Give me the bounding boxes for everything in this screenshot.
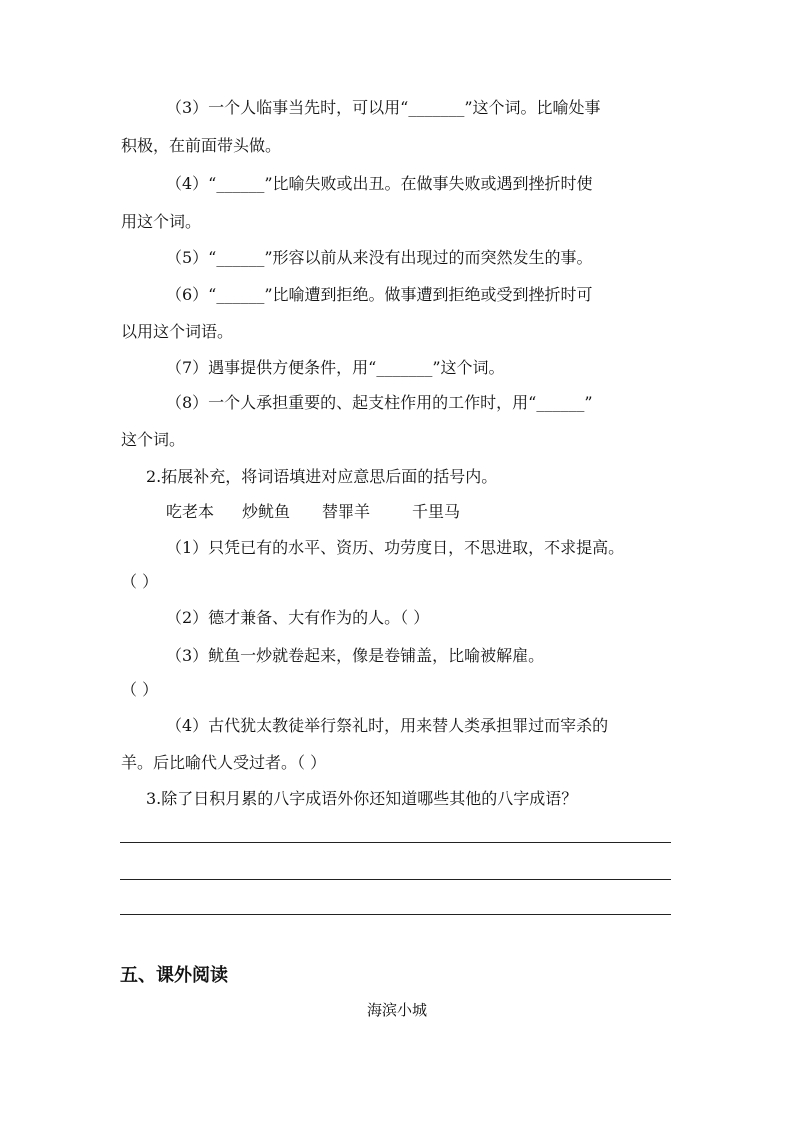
item-8-line-1: （8）一个人承担重要的、起支柱作用的工作时，用“______” (166, 393, 593, 412)
item-8-line-2: 这个词。 (121, 430, 186, 449)
sub-question-3-answer-blank[interactable]: （ ） (121, 680, 159, 699)
reading-title: 海滨小城 (366, 1001, 427, 1019)
question-3-prompt: 3.除了日积月累的八字成语外你还知道哪些其他的八字成语？ (146, 789, 578, 808)
item-6-line-1: （6）“______”比喻遭到拒绝。做事遭到拒绝或受到挫折时可 (166, 285, 593, 304)
sub-question-4-line-2: 羊。后比喻代人受过者。（ ） (121, 753, 327, 772)
sub-question-4-line-1: （4）古代犹太教徒举行祭礼时，用来替人类承担罪过而宰杀的 (166, 716, 609, 735)
sub-question-1-answer-blank[interactable]: （ ） (121, 572, 159, 591)
question-2-prompt: 2.拓展补充，将词语填进对应意思后面的括号内。 (146, 467, 498, 486)
answer-line[interactable] (120, 842, 671, 843)
item-3-line-1: （3）一个人临事当先时，可以用“_______”这个词。比喻处事 (166, 98, 601, 117)
sub-question-3-line-1: （3）鱿鱼一炒就卷起来，像是卷铺盖，比喻被解雇。 (166, 646, 545, 665)
word-bank-item: 炒鱿鱼 (242, 502, 291, 521)
item-4-line-2: 用这个词。 (121, 212, 202, 231)
item-5-line-1: （5）“______”形容以前从来没有出现过的而突然发生的事。 (166, 248, 593, 267)
sub-question-1-line-1: （1）只凭已有的水平、资历、功劳度日，不思进取，不求提高。 (166, 538, 625, 557)
word-bank-item: 替罪羊 (322, 502, 371, 521)
section-5-title: 五、课外阅读 (120, 965, 228, 986)
item-4-line-1: （4）“______”比喻失败或出丑。在做事失败或遇到挫折时使 (166, 174, 593, 193)
sub-question-2-line-1: （2）德才兼备、大有作为的人。（ ） (166, 608, 430, 627)
word-bank-item: 千里马 (412, 502, 461, 521)
answer-line[interactable] (120, 914, 671, 915)
item-6-line-2: 以用这个词语。 (121, 322, 234, 341)
word-bank-item: 吃老本 (166, 502, 215, 521)
item-7-line-1: （7）遇事提供方便条件，用“_______”这个词。 (166, 358, 505, 377)
item-3-line-2: 积极，在前面带头做。 (121, 136, 282, 155)
answer-line[interactable] (120, 879, 671, 880)
